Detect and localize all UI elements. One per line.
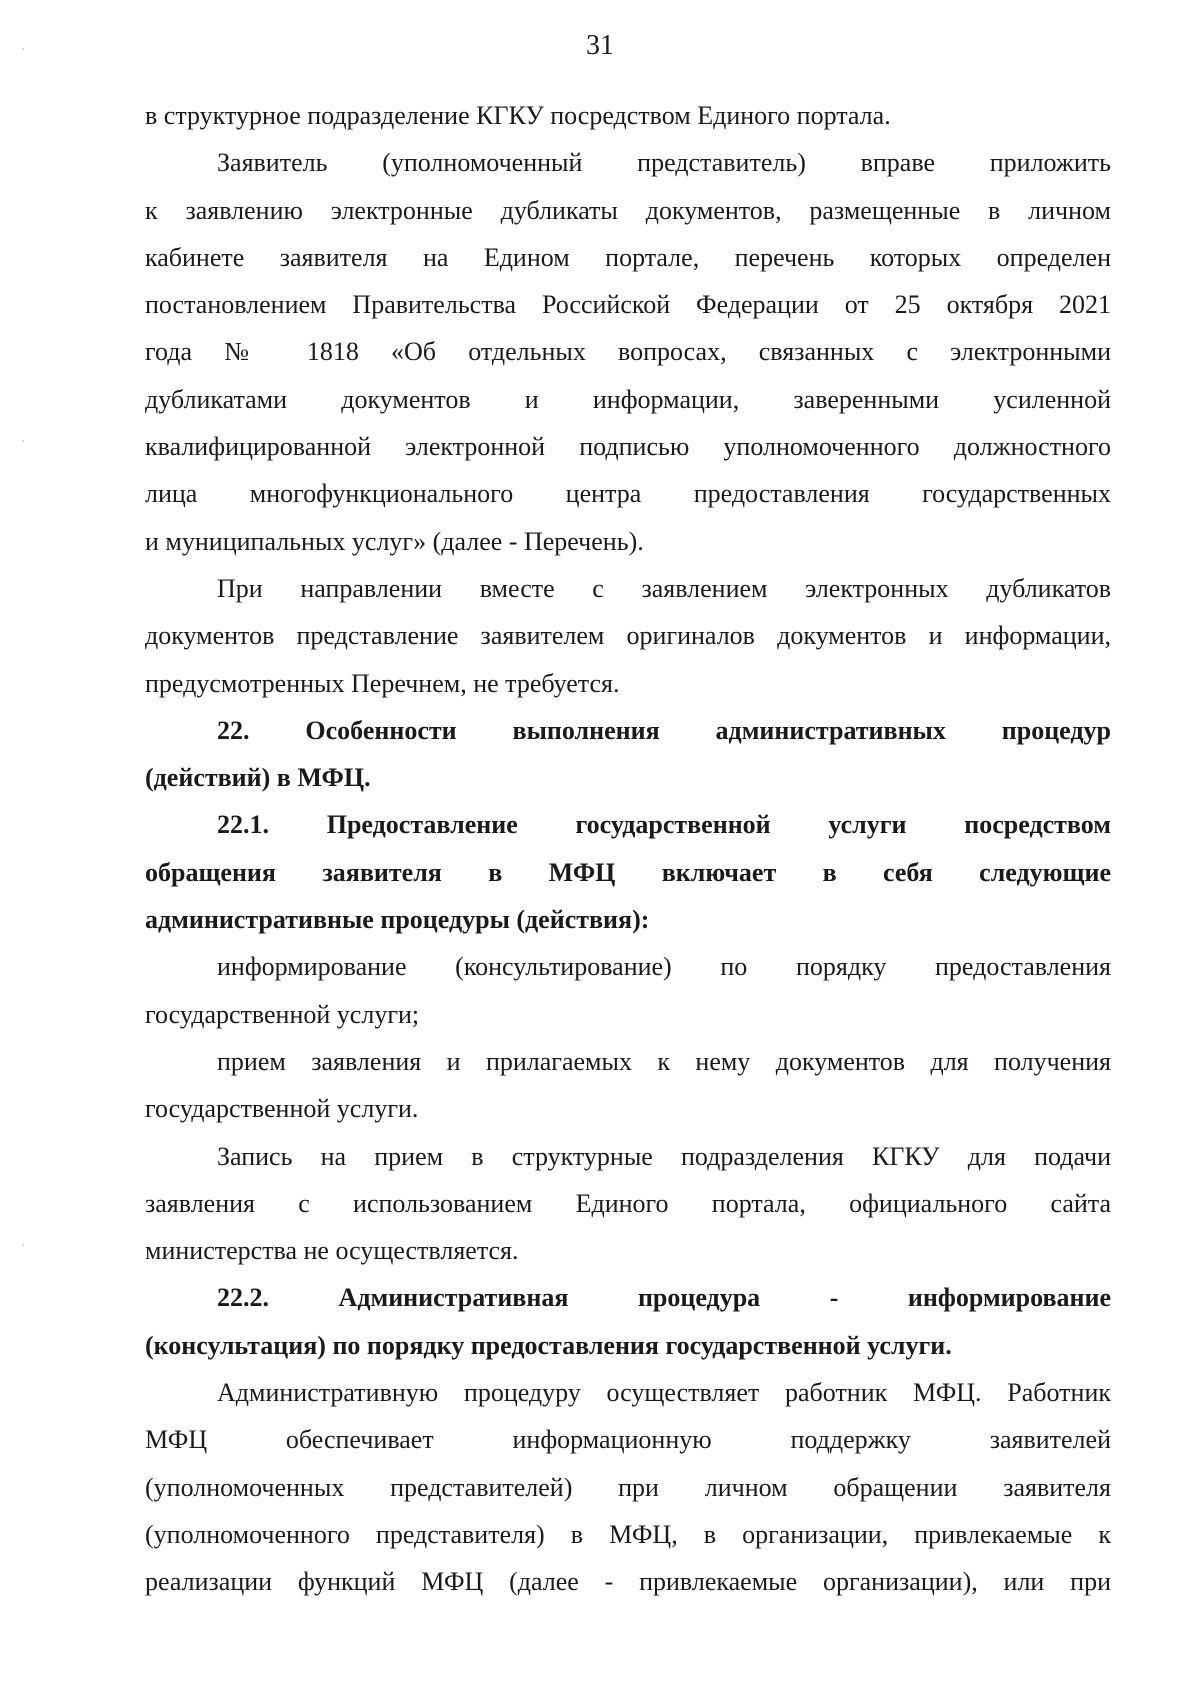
text-line: (уполномоченных представителей) при личном обращении заявителя <box>145 1472 1111 1502</box>
text-line: При направлении вместе с заявлением электронных дубликатов <box>217 573 1111 603</box>
text-line: кабинете заявителя на Едином портале, перечень которых определен <box>145 242 1111 272</box>
text-line: дубликатами документов и информации, заверенными усиленной <box>145 384 1111 414</box>
heading-line: обращения заявителя в МФЦ включает в себя следующие <box>145 857 1111 887</box>
scan-speck <box>22 1244 24 1246</box>
heading-line: 22. Особенности выполнения административных процедур <box>217 715 1111 745</box>
text-line: государственной услуги; <box>145 999 420 1029</box>
text-line: Заявитель (уполномоченный представитель) вправе приложить <box>217 148 1111 178</box>
heading-line: (консультация) по порядку предоставления государственной услуги. <box>145 1330 952 1360</box>
text-line: информирование (консультирование) по порядку предоставления <box>217 952 1111 982</box>
text-line: лица многофункционального центра предоставления государственных <box>145 479 1111 509</box>
text-line: Запись на прием в структурные подразделения КГКУ для подачи <box>217 1141 1111 1171</box>
text-line: года № 1818 «Об отдельных вопросах, связанных с электронными <box>145 337 1111 367</box>
text-line: (уполномоченного представителя) в МФЦ, в организации, привлекаемые к <box>145 1519 1111 1549</box>
heading-line: административные процедуры (действия): <box>145 905 650 935</box>
text-line: к заявлению электронные дубликаты документов, размещенные в личном <box>145 195 1111 225</box>
document-body <box>145 92 1111 1606</box>
text-line: в структурное подразделение КГКУ посредством Единого портала. <box>145 101 891 130</box>
page-number: 31 <box>586 30 614 61</box>
heading-line: 22.2. Административная процедура - информирование <box>217 1283 1111 1313</box>
text-line: МФЦ обеспечивает информационную поддержку заявителей <box>145 1425 1111 1455</box>
text-line: государственной услуги. <box>145 1094 419 1124</box>
text-line: прием заявления и прилагаемых к нему документов для получения <box>217 1046 1111 1076</box>
text-line: предусмотренных Перечнем, не требуется. <box>145 668 620 698</box>
text-line: Административную процедуру осуществляет работник МФЦ. Работник <box>217 1378 1111 1408</box>
text-line: документов представление заявителем оригиналов документов и информации, <box>145 621 1111 651</box>
text-line: реализации функций МФЦ (далее - привлекаемые организации), или при <box>145 1567 1111 1597</box>
text-line: заявления с использованием Единого портала, официального сайта <box>145 1188 1111 1218</box>
text-line: министерства не осуществляется. <box>145 1236 519 1266</box>
text-line: и муниципальных услуг» (далее - Перечень). <box>145 526 644 556</box>
heading-line: (действий) в МФЦ. <box>145 763 371 793</box>
text-line: постановлением Правительства Российской Федерации от 25 октября 2021 <box>145 290 1111 320</box>
scan-speck <box>22 440 24 442</box>
heading-line: 22.1. Предоставление государственной услуги посредством <box>217 810 1111 840</box>
text-line: квалифицированной электронной подписью уполномоченного должностного <box>145 432 1111 462</box>
